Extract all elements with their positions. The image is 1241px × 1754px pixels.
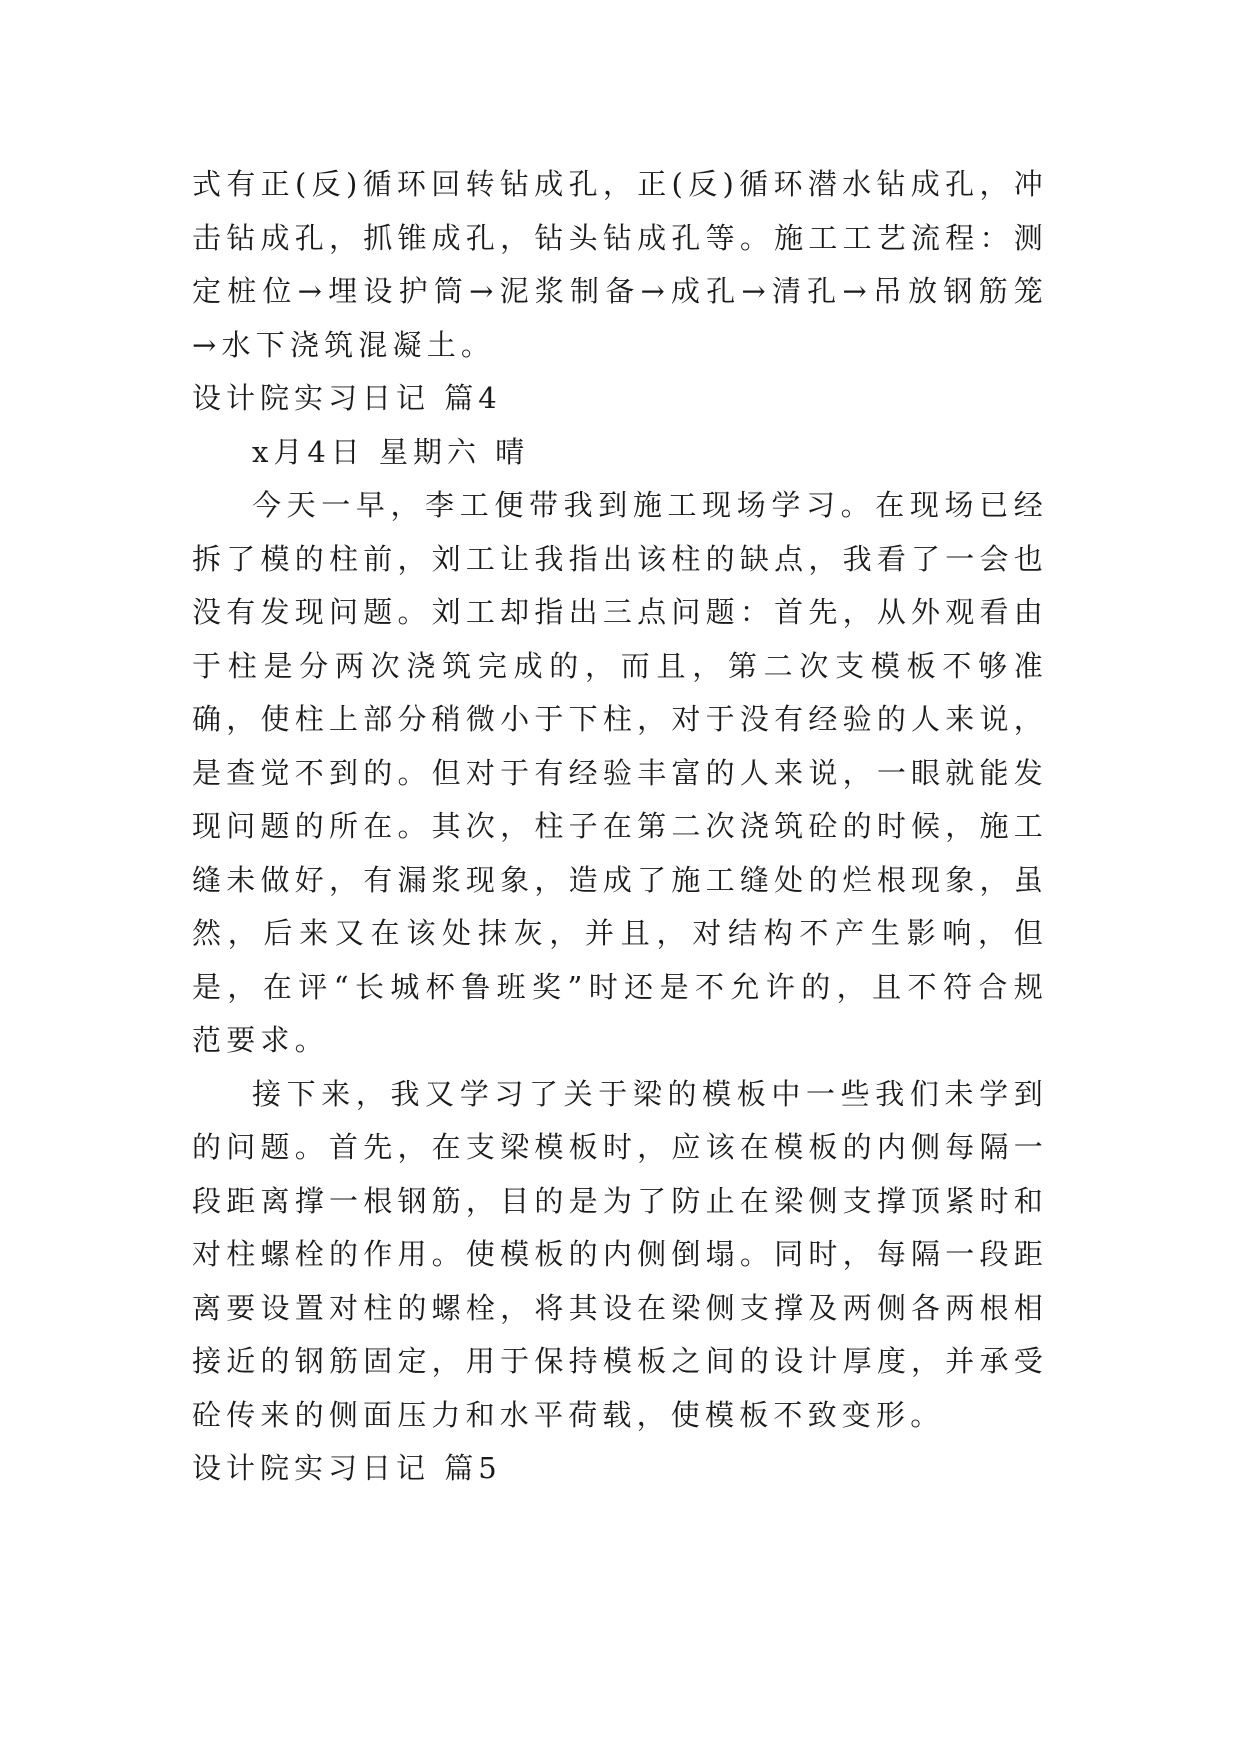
document-body: [192, 158, 1048, 1496]
section-4-heading: 设计院实习日记 篇4: [192, 381, 502, 415]
diary-date-line: x月4日 星期六 晴: [252, 434, 530, 469]
section-4-paragraph-2: 接下来，我又学习了关于梁的模板中一些我们未学到的问题。首先，在支梁模板时，应该在模板的内侧每隔一段距离撑一根钢筋，目的是为了防止在梁侧支撑顶紧时和对柱螺栓的作用。使模板的内侧倒塌。同时，每隔一段距离要设置对柱的螺栓，将其设在梁侧支撑及两侧各两根相接近的钢筋固定，用于保持模板之间的设计厚度，并承受砼传来的侧面压力和水平荷载，使模板不致变形。: [192, 1076, 1048, 1432]
section-4-paragraph-1: 今天一早，李工便带我到施工现场学习。在现场已经拆了模的柱前，刘工让我指出该柱的缺点，我看了一会也没有发现问题。刘工却指出三点问题：首先，从外观看由于柱是分两次浇筑完成的，而且，第二次支模板不够准确，使柱上部分稍微小于下柱，对于没有经验的人来说，是查觉不到的。但对于有经验丰富的人来说，一眼就能发现问题的所在。其次，柱子在第二次浇筑砼的时候，施工缝未做好，有漏浆现象，造成了施工缝处的烂根现象，虽然，后来又在该处抹灰，并且，对结构不产生影响，但是，在评“长城杯鲁班奖”时还是不允许的，且不符合规范要求。: [192, 488, 1048, 1057]
section-5-heading: 设计院实习日记 篇5: [192, 1451, 502, 1485]
continuation-paragraph: 式有正(反)循环回转钻成孔，正(反)循环潜水钻成孔，冲击钻成孔，抓锥成孔，钻头钻成孔等。施工工艺流程：测定桩位→埋设护筒→泥浆制备→成孔→清孔→吊放钢筋笼→水下浇筑混凝土。: [192, 167, 1048, 362]
